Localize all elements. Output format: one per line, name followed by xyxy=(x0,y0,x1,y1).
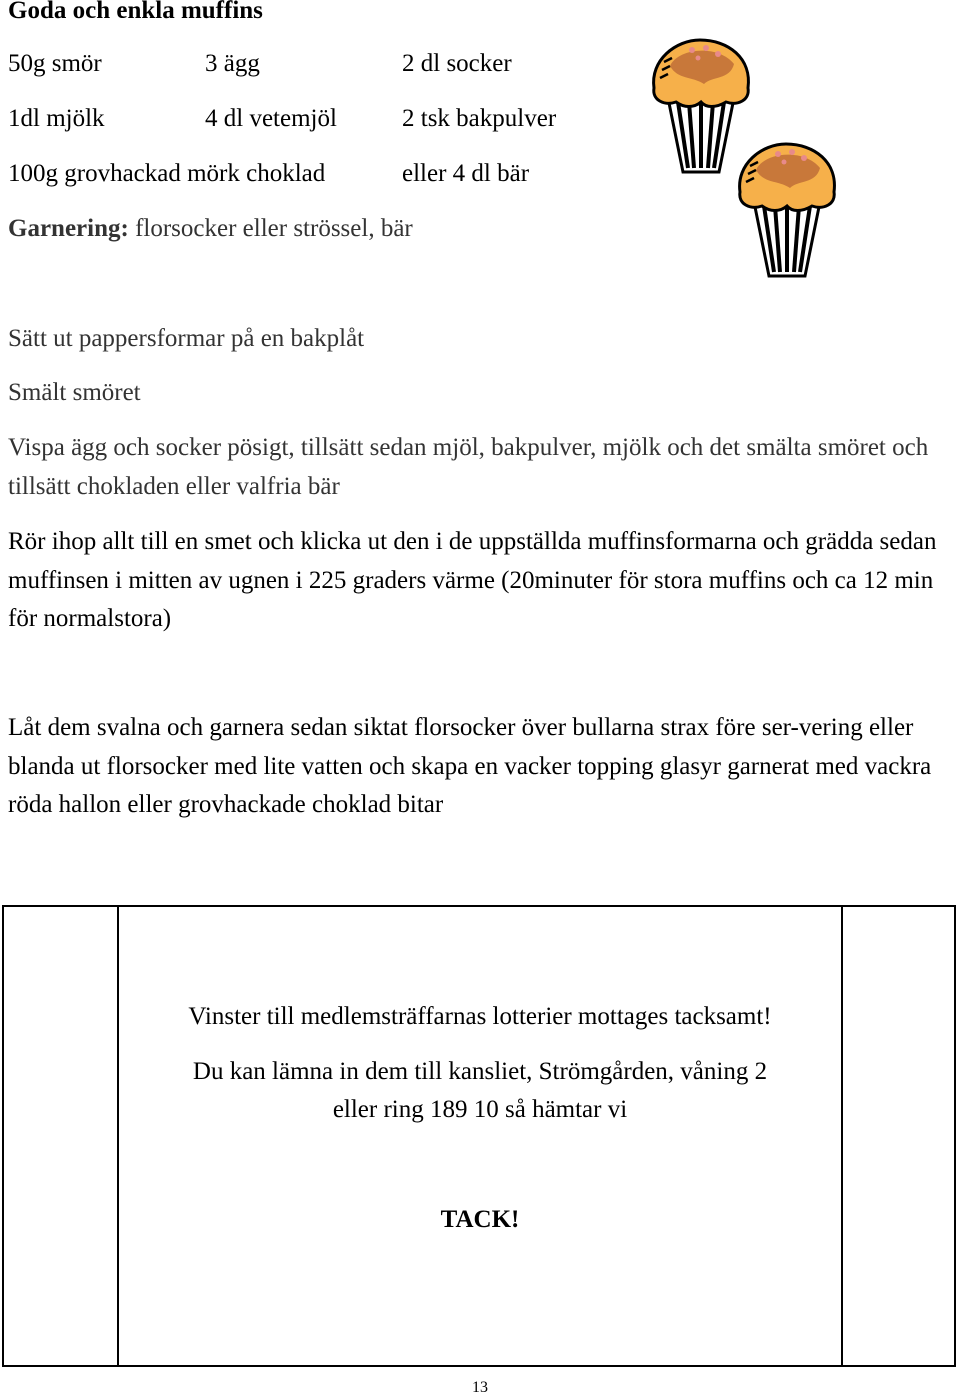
ingredient-berries: eller 4 dl bär xyxy=(402,160,530,187)
notice-box-divider-right xyxy=(841,905,843,1367)
muffin-icon xyxy=(734,140,840,280)
step-4: Rör ihop allt till en smet och klicka ut den i de uppställda muffinsformarna och grädda sedan muffinsen i mitten av ugnen i 225 graders värme (20minuter för stora muffins och ca 12 min för normalstora) xyxy=(8,528,937,632)
ingredient-butter: 50g smör xyxy=(8,50,102,77)
notice-line-3: eller ring 189 10 så hämtar vi xyxy=(332,1096,628,1123)
ingredient-baking-powder: 2 tsk bakpulver xyxy=(402,105,557,132)
step-2: Smält smöret xyxy=(8,379,141,406)
notice-line-2: Du kan lämna in dem till kansliet, Strömgården, våning 2 xyxy=(192,1058,768,1085)
page-number: 13 xyxy=(472,1379,488,1396)
garnish-text: florsocker eller strössel, bär xyxy=(135,215,413,242)
ingredient-milk: 1dl mjölk xyxy=(8,105,105,132)
garnish-label: Garnering: xyxy=(8,215,129,242)
step-5: Låt dem svalna och garnera sedan siktat florsocker över bullarna strax före ser-vering eller blanda ut florsocker med lite vatten och skapa en vacker topping glasyr garnerat med vackra röda hallon eller grovhackade choklad bitar xyxy=(8,714,932,818)
notice-box xyxy=(2,905,956,1367)
ingredient-sugar: 2 dl socker xyxy=(402,50,512,77)
ingredient-chocolate: 100g grovhackad mörk choklad xyxy=(8,160,326,187)
recipe-title: Goda och enkla muffins xyxy=(8,0,263,24)
step-1: Sätt ut pappersformar på en bakplåt xyxy=(8,325,365,352)
ingredient-flour: 4 dl vetemjöl xyxy=(205,105,337,132)
notice-line-1: Vinster till medlemsträffarnas lotterier mottages tacksamt! xyxy=(188,1003,772,1030)
notice-box-divider-left xyxy=(117,905,119,1367)
notice-thanks: TACK! xyxy=(440,1206,520,1233)
step-3: Vispa ägg och socker pösigt, tillsätt sedan mjöl, bakpulver, mjölk och det smälta smöret och tillsätt chokladen eller valfria bär xyxy=(8,434,929,500)
garnish-line xyxy=(8,215,413,243)
ingredient-eggs: 3 ägg xyxy=(205,50,260,77)
